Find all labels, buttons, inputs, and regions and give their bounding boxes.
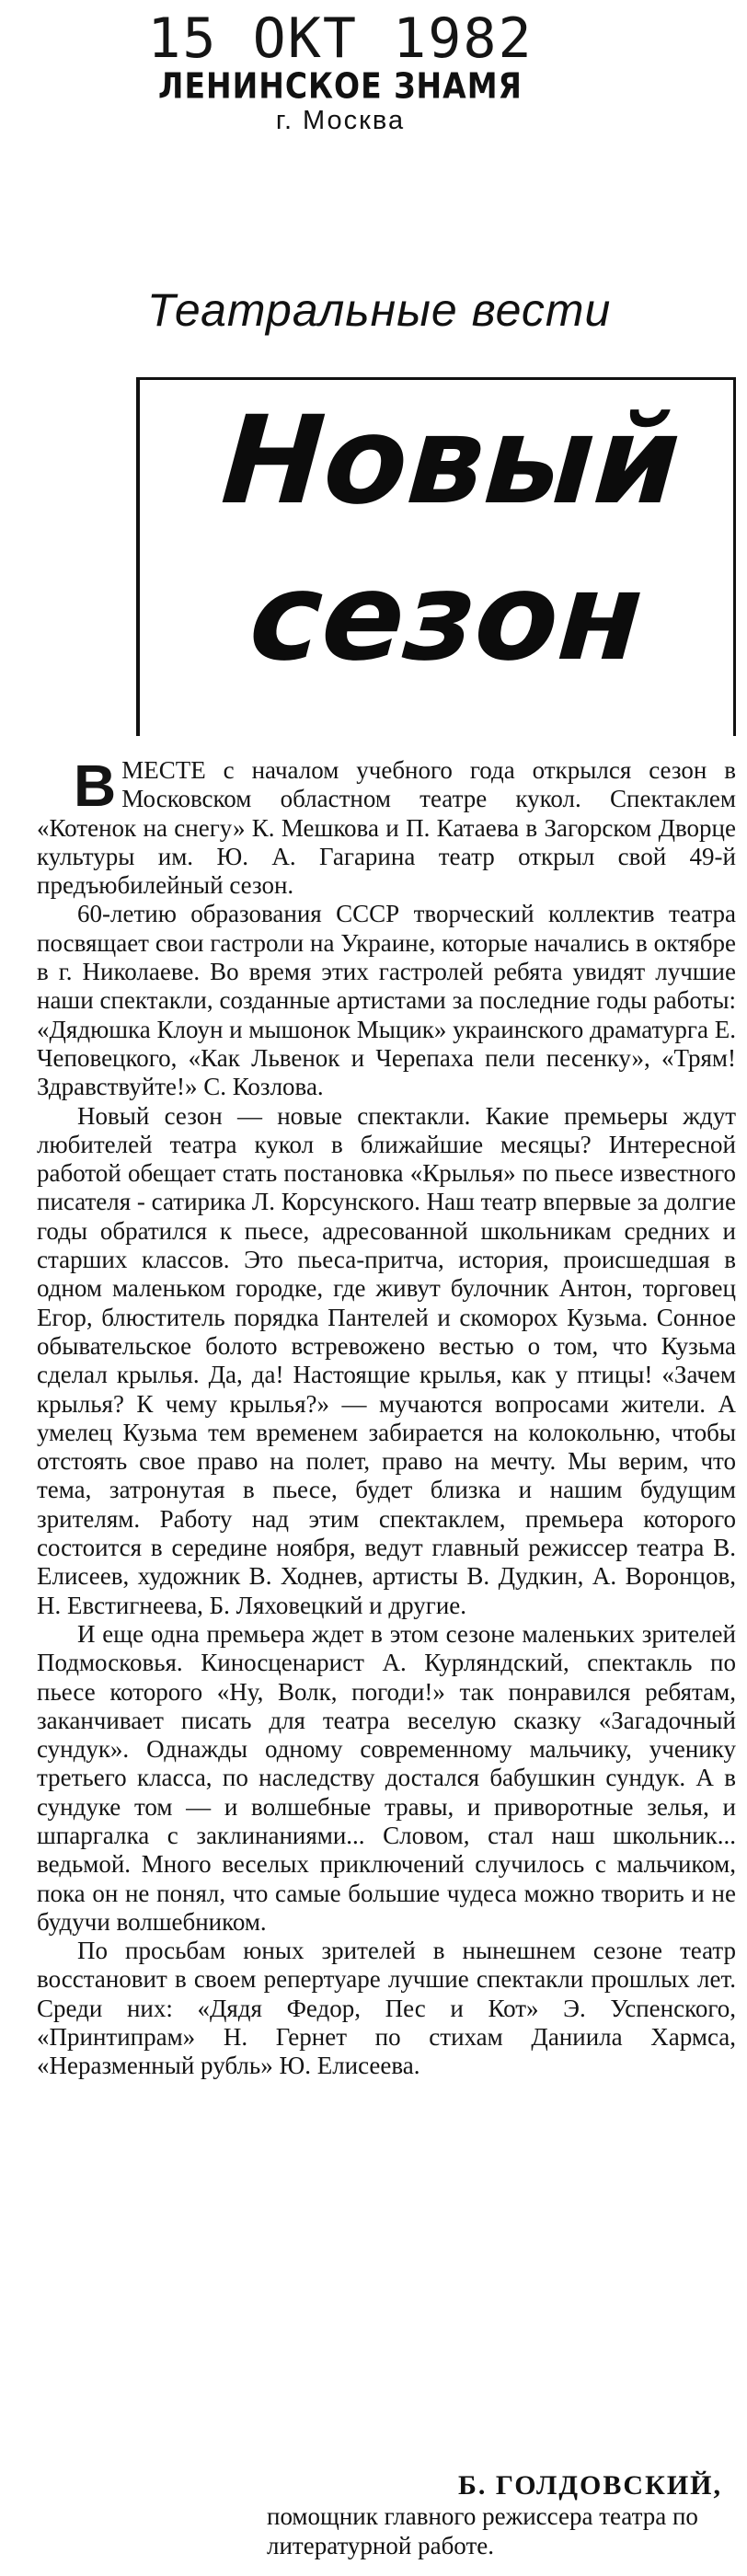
- article-body: [37, 753, 736, 2081]
- drop-cap: В: [74, 753, 117, 819]
- stamp-city: г. Москва: [275, 106, 406, 135]
- article-paragraph: И еще одна премьера ждет в этом сезоне маленьких зрителей Подмосковья. Киносценарист А. Курляндский, спектакль по пьесе которого «Ну, Волк, погоди!» так понравился ребятам, заканчивает писать для театра веселую сказку «Загадочный сундук». Однажды одному современному мальчику, ученику третьего класса, по наследству достался бабушкин сундук. А в сундуке том — и волшебные травы, и приворотные зелья, и шпаргалка с заклинаниями... Словом, стал наш школьник... ведьмой. Много веселых приключений случилось с мальчиком, пока он не понял, что самые большие чудеса можно творить и не будучи волшебником.: [37, 1619, 736, 1936]
- stamp-newspaper-name: ЛЕНИНСКОЕ ЗНАМЯ: [158, 65, 523, 107]
- author-signature: [28, 2470, 741, 2560]
- author-name: Б. ГОЛДОВСКИЙ,: [458, 2470, 722, 2501]
- article-paragraph: [37, 753, 736, 900]
- headline-line-1: Новый: [217, 390, 684, 532]
- paragraph-text: МЕСТЕ с началом учебного года открылся сезон в Московском областном театре кукол. Спектаклем «Котенок на снегу» К. Мешкова и П. Катаева в Загорском Дворце культуры им. Ю. А. Гагарина театр открыл свой 49-й предъюбилейный сезон.: [37, 756, 736, 900]
- headline-frame: [136, 377, 736, 736]
- headline-line-2: сезон: [245, 546, 648, 688]
- article-paragraph: 60-летию образования СССР творческий коллектив театра посвящает свои гастроли на Украине, которые начались в октябре в г. Николаеве. Во время этих гастролей ребята увидят лучшие наши спектакли, созданные артистами за последние годы работы: «Дядюшка Клоун и мышонок Мыцик» украинского драматурга Е. Чеповецкого, «Как Львенок и Черепаха пели песенку», «Трям! Здравствуйте!» С. Козлова.: [37, 900, 736, 1101]
- author-role: помощник главного режиссера театра по литературной работе.: [267, 2502, 698, 2559]
- archive-stamp: [138, 6, 543, 136]
- stamp-date: 15 ОКТ 1982: [147, 6, 534, 71]
- section-rubric: Театральные вести: [147, 284, 612, 336]
- article-paragraph: Новый сезон — новые спектакли. Какие премьеры ждут любителей театра кукол в ближайшие месяцы? Интересной работой обещает стать постановка «Крылья» по пьесе известного писателя - сатирика Л. Корсунского. Наш театр впервые за долгие годы обратился к пьесе, адресованной школьникам средних и старших классов. Это пьеса-притча, история, происшедшая в одном маленьком городке, где живут булочник Антон, торговец Егор, блюститель порядка Пантелей и скоморох Кузьма. Сонное обывательское болото встревожено вестью о том, что Кузьма сделал крылья. Да, да! Настоящие крылья, как у птицы! «Зачем крылья? К чему крылья?» — мучаются вопросами жители. А умелец Кузьма тем временем забирается на колокольню, чтобы отстоять свое право на полет, право на мечту. Мы верим, что тема, затронутая в пьесе, будет близка и нашим будущим зрителям. Работу над этим спектаклем, премьера которого состоится в середине ноября, ведут главный режиссер театра В. Елисеев, художник В. Ходнев, артисты В. Дудкин, А. Воронцов, Н. Евстигнеева, Б. Ляховецкий и другие.: [37, 1101, 736, 1619]
- article-paragraph: По просьбам юных зрителей в нынешнем сезоне театр восстановит в своем репертуаре лучшие спектакли прошлых лет. Среди них: «Дядя Федор, Пес и Кот» Э. Успенского, «Принтипрам» Н. Гернет по стихам Даниила Хармса, «Неразменный рубль» Ю. Елисеева.: [37, 1937, 736, 2080]
